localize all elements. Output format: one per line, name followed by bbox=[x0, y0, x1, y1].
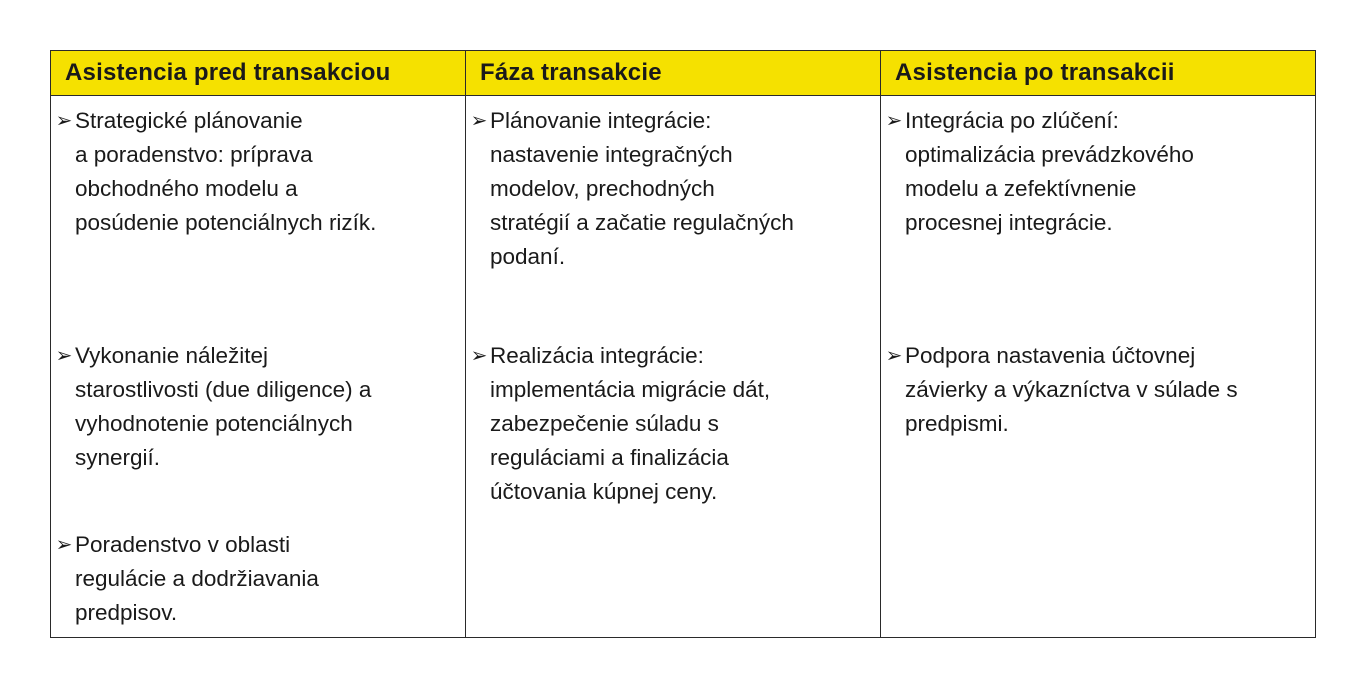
list-item bbox=[466, 339, 876, 509]
list-item-line: synergií. bbox=[75, 445, 161, 470]
transaction-phases-table bbox=[50, 50, 1316, 638]
list-item bbox=[881, 339, 1311, 441]
list-item-line: zabezpečenie súladu s bbox=[490, 411, 719, 436]
list-item-line: Strategické plánovanie bbox=[75, 108, 303, 133]
list-item bbox=[51, 104, 461, 240]
list-item bbox=[466, 104, 876, 274]
list-item-line: účtovania kúpnej ceny. bbox=[490, 479, 718, 504]
header-transaction-phase: Fáza transakcie bbox=[465, 51, 880, 96]
arrow-bullet-icon: ➢ bbox=[470, 345, 488, 367]
list-item-line: predpismi. bbox=[905, 411, 1009, 436]
list-item-line: Poradenstvo v oblasti bbox=[75, 532, 291, 557]
list-item-line: starostlivosti (due diligence) a bbox=[75, 377, 372, 402]
header-pre-transaction: Asistencia pred transakciou bbox=[51, 51, 465, 96]
list-item bbox=[51, 339, 461, 475]
column-post-transaction bbox=[880, 96, 1315, 637]
list-item-line: modelu a zefektívnenie bbox=[905, 176, 1137, 201]
list-item-line: posúdenie potenciálnych rizík. bbox=[75, 210, 377, 235]
column-transaction-phase bbox=[465, 96, 880, 637]
list-item-line: a poradenstvo: príprava bbox=[75, 142, 313, 167]
list-item-line: stratégií a začatie regulačných bbox=[490, 210, 794, 235]
list-item-line: vyhodnotenie potenciálnych bbox=[75, 411, 353, 436]
arrow-bullet-icon: ➢ bbox=[55, 534, 73, 556]
list-item bbox=[881, 104, 1311, 240]
list-item-line: Vykonanie náležitej bbox=[75, 343, 269, 368]
column-pre-transaction bbox=[51, 96, 465, 637]
list-item-line: procesnej integrácie. bbox=[905, 210, 1113, 235]
list-item-line: podaní. bbox=[490, 244, 566, 269]
list-item-line: Realizácia integrácie: bbox=[490, 343, 704, 368]
list-item-line: obchodného modelu a bbox=[75, 176, 298, 201]
list-item-line: modelov, prechodných bbox=[490, 176, 715, 201]
arrow-bullet-icon: ➢ bbox=[55, 110, 73, 132]
list-item-line: reguláciami a finalizácia bbox=[490, 445, 729, 470]
list-item-line: regulácie a dodržiavania bbox=[75, 566, 319, 591]
arrow-bullet-icon: ➢ bbox=[470, 110, 488, 132]
arrow-bullet-icon: ➢ bbox=[885, 110, 903, 132]
list-item-line: Plánovanie integrácie: bbox=[490, 108, 712, 133]
list-item-line: optimalizácia prevádzkového bbox=[905, 142, 1194, 167]
list-item-line: Integrácia po zlúčení: bbox=[905, 108, 1119, 133]
list-item bbox=[51, 528, 461, 630]
list-item-line: nastavenie integračných bbox=[490, 142, 733, 167]
list-item-line: implementácia migrácie dát, bbox=[490, 377, 771, 402]
list-item-line: predpisov. bbox=[75, 600, 178, 625]
arrow-bullet-icon: ➢ bbox=[55, 345, 73, 367]
header-post-transaction: Asistencia po transakcii bbox=[880, 51, 1315, 96]
list-item-line: závierky a výkazníctva v súlade s bbox=[905, 377, 1238, 402]
list-item-line: Podpora nastavenia účtovnej bbox=[905, 343, 1196, 368]
arrow-bullet-icon: ➢ bbox=[885, 345, 903, 367]
